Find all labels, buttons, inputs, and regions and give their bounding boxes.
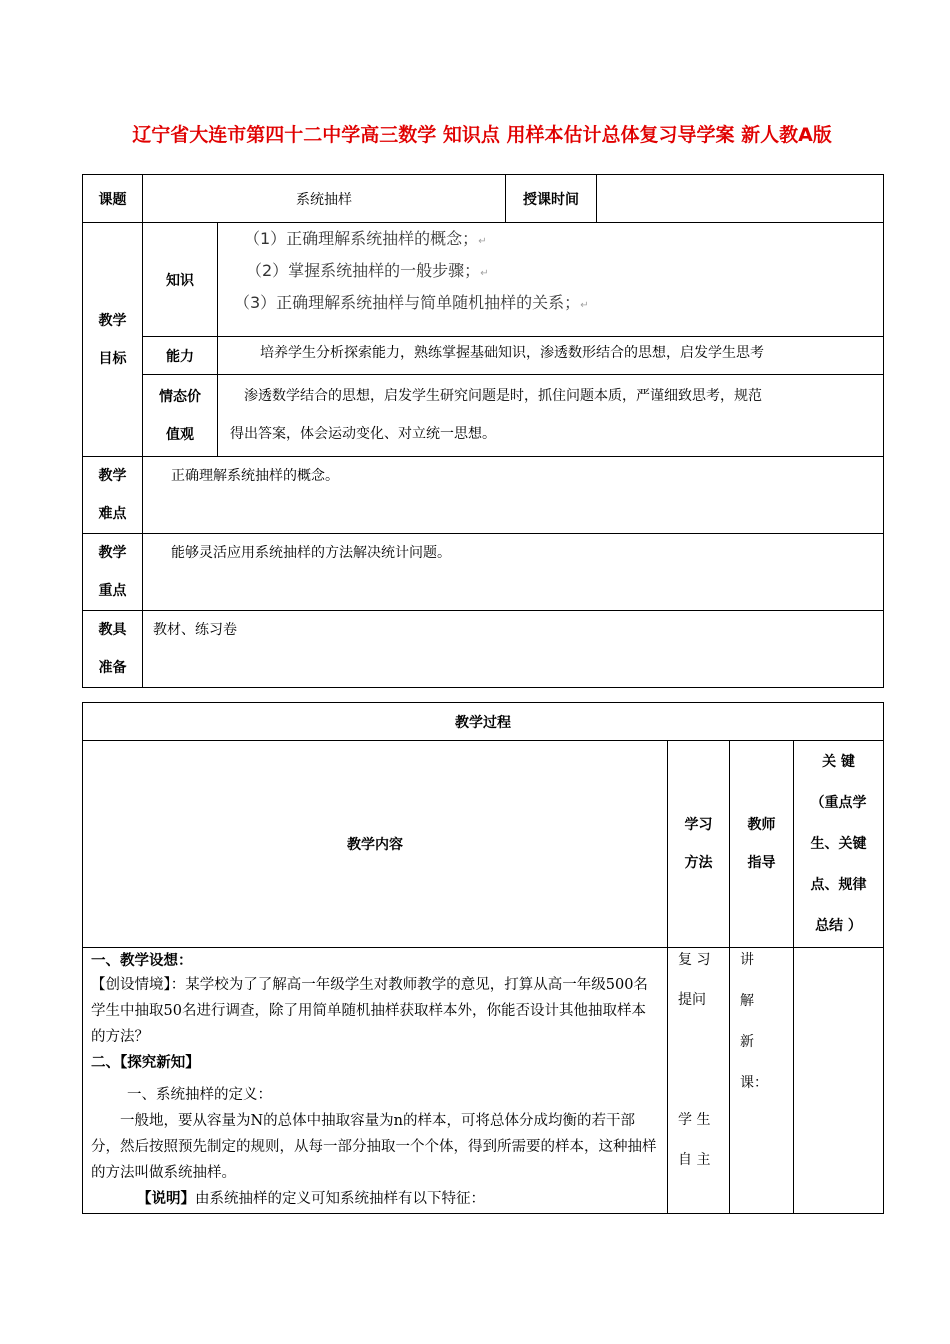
section-2-note: [91, 1186, 659, 1212]
col-method-header: [668, 741, 730, 948]
guide-line: 课：: [740, 1075, 768, 1091]
key-cell: [794, 948, 884, 1214]
guide-line: 解: [740, 993, 754, 1009]
goals-label-1: 教学: [98, 312, 127, 329]
knowledge-item: （2）掌握系统抽样的一般步骤；↵: [246, 261, 489, 280]
goals-label: [83, 223, 143, 457]
info-table: [82, 174, 884, 688]
section-2-paragraph: 一般地，要从容量为N的总体中抽取容量为n的样本，可将总体分成均衡的若干部分，然后按照预先制定的规则，从每一部分抽取一个个体，得到所需要的样本，这种抽样的方法叫做系统抽样。: [91, 1113, 657, 1181]
col-key-line: 关 键: [822, 754, 855, 770]
topic-value: 系统抽样: [143, 175, 506, 223]
tools-label-1: 教具: [98, 622, 127, 638]
col-key-line: （重点学: [810, 795, 867, 811]
focus-text: 能够灵活应用系统抽样的方法解决统计问题。: [143, 534, 884, 611]
note-tag: 【说明】: [137, 1191, 195, 1207]
guide-line: 讲: [740, 952, 754, 968]
tools-label-2: 准备: [98, 660, 127, 676]
note-text: 由系统抽样的定义可知系统抽样有以下特征：: [195, 1191, 485, 1207]
col-content-header: 教学内容: [83, 741, 668, 948]
ability-label: 能力: [143, 337, 218, 375]
col-guide-line: 教师: [747, 817, 776, 833]
difficulty-label-1: 教学: [98, 468, 127, 484]
col-key-header: [794, 741, 884, 948]
attitude-line-2: 得出答案，体会运动变化、对立统一思想。: [230, 426, 496, 442]
goals-label-2: 目标: [98, 350, 127, 367]
page-title: 辽宁省大连市第四十二中学高三数学 知识点 用样本估计总体复习导学案 新人教A版: [132, 124, 832, 146]
attitude-label-2: 值观: [166, 426, 194, 443]
time-label: 授课时间: [506, 175, 597, 223]
tools-text: 教材、练习卷: [143, 611, 884, 688]
col-key-line: 生、关键: [810, 836, 867, 852]
difficulty-label: [83, 457, 143, 534]
method-line: 学 生: [678, 1112, 711, 1128]
section-1-paragraph: 【创设情境】：某学校为了了解高一年级学生对教师教学的意见，打算从高一年级500名学生中抽取50名进行调查，除了用简单随机抽样获取样本外，你能否设计其他抽取样本的方法？: [91, 977, 648, 1045]
attitude-label-1: 情态价: [159, 388, 201, 405]
knowledge-item: （3）正确理解系统抽样与简单随机抽样的关系；↵: [234, 293, 589, 312]
col-key-line: 总结 ）: [815, 918, 862, 934]
col-method-line: 学习: [684, 817, 713, 833]
col-method-line: 方法: [684, 855, 713, 871]
focus-label-2: 重点: [98, 583, 127, 599]
col-guide-line: 指导: [747, 855, 776, 871]
difficulty-label-2: 难点: [98, 506, 127, 522]
guide-cell: [730, 948, 794, 1214]
section-2-title: 二、【探究新知】: [91, 1055, 200, 1071]
section-2-subtitle: 一、系统抽样的定义：: [127, 1087, 272, 1103]
method-line: 提问: [678, 992, 706, 1008]
process-header: 教学过程: [83, 703, 884, 741]
method-cell: [668, 948, 730, 1214]
attitude-label: [143, 375, 218, 457]
ability-text: 培养学生分析探索能力，熟练掌握基础知识，渗透数形结合的思想，启发学生思考: [218, 337, 884, 375]
process-table: [82, 702, 884, 1214]
knowledge-cell: [218, 223, 884, 337]
focus-label-1: 教学: [98, 545, 127, 561]
knowledge-item: （1）正确理解系统抽样的概念；↵: [244, 229, 487, 248]
attitude-line-1: 渗透数学结合的思想，启发学生研究问题是时，抓住问题本质，严谨细致思考，规范: [244, 388, 762, 404]
method-line: 自 主: [678, 1152, 711, 1168]
knowledge-label: 知识: [143, 223, 218, 337]
time-value: [597, 175, 884, 223]
content-cell: [83, 948, 668, 1214]
difficulty-text: 正确理解系统抽样的概念。: [143, 457, 884, 534]
section-1-title: 一、教学设想：: [91, 953, 193, 969]
tools-label: [83, 611, 143, 688]
attitude-text: [218, 375, 884, 457]
col-guide-header: [730, 741, 794, 948]
guide-line: 新: [740, 1034, 754, 1050]
method-line: 复 习: [678, 952, 711, 968]
topic-label: 课题: [83, 175, 143, 223]
col-key-line: 点、规律: [810, 877, 867, 893]
focus-label: [83, 534, 143, 611]
